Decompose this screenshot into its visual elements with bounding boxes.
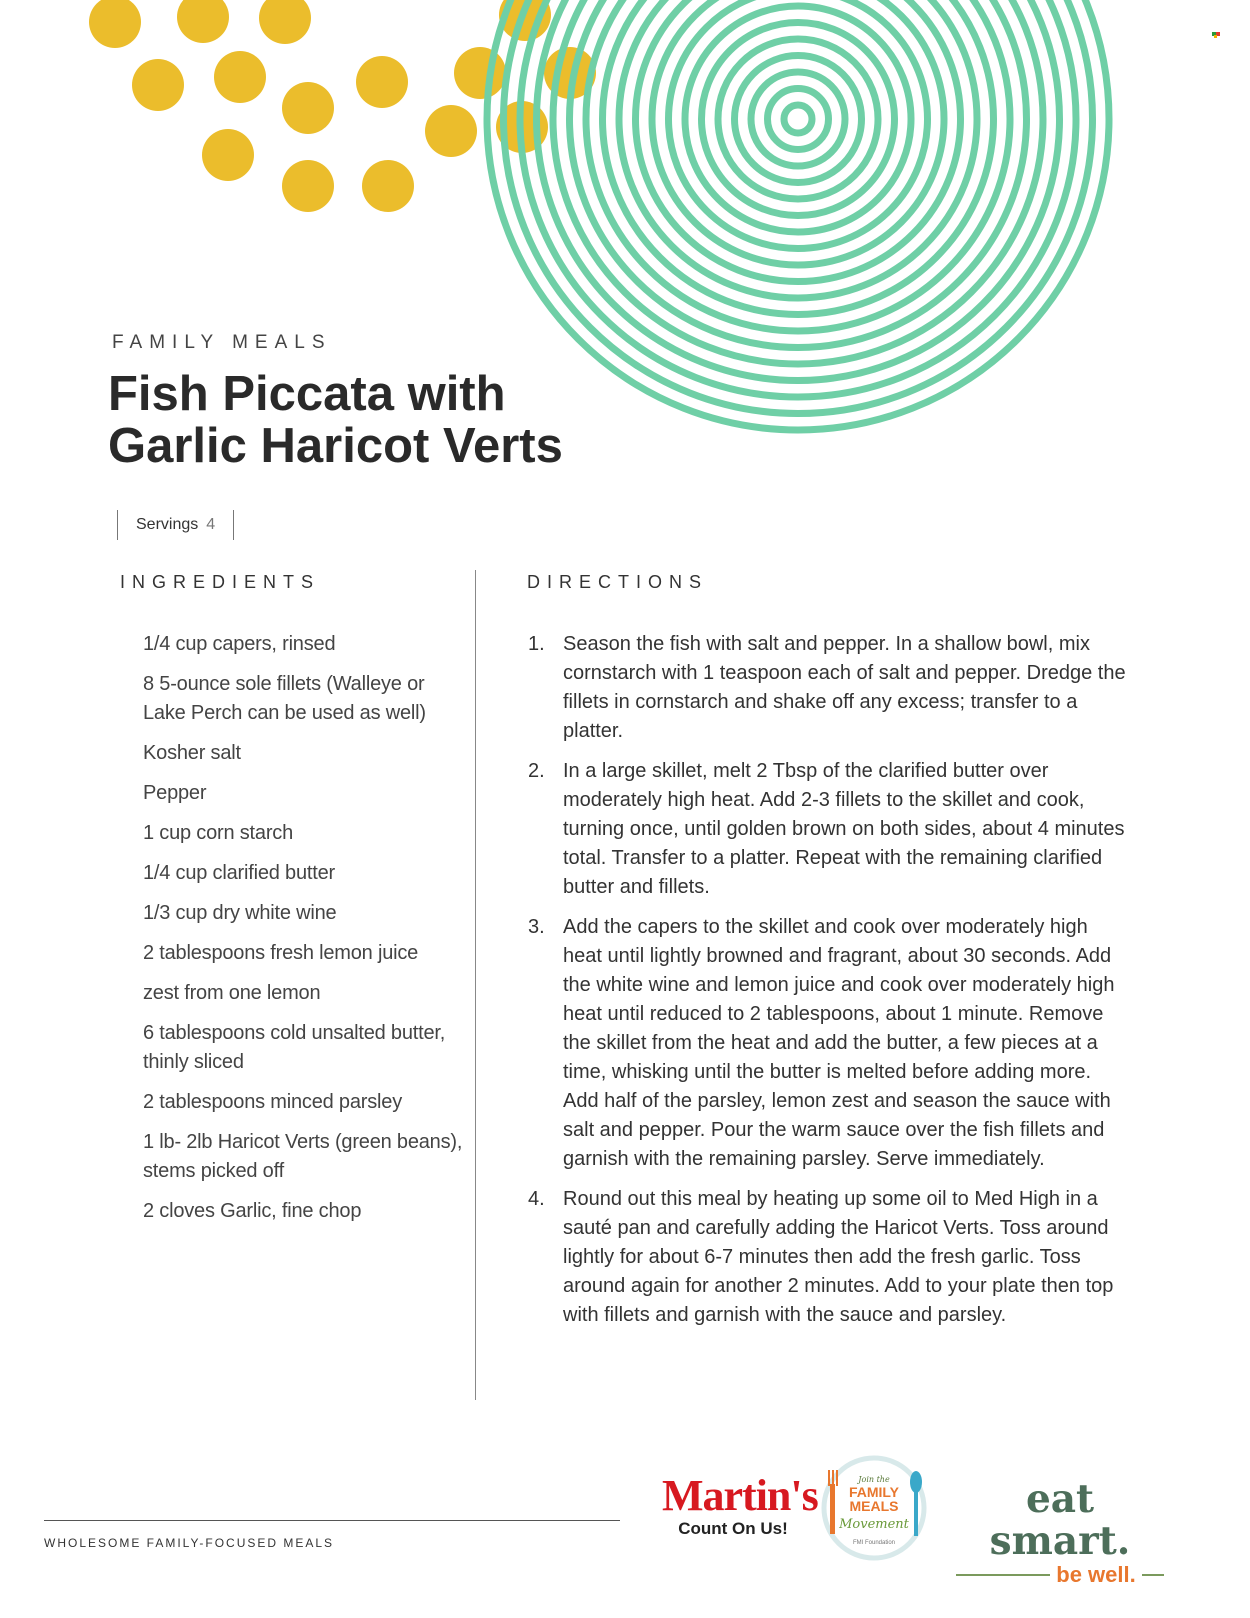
step-number: 2. xyxy=(528,760,545,782)
yellow-dot xyxy=(259,0,311,44)
step-number: 3. xyxy=(528,916,545,938)
flag-icon xyxy=(1212,30,1222,40)
martins-brand-text: Martin's xyxy=(662,1471,818,1520)
eat-smart-text: eat smart. xyxy=(989,1476,1131,1564)
be-well-text: be well. xyxy=(1056,1562,1136,1587)
yellow-dot xyxy=(282,160,334,212)
direction-step xyxy=(528,757,1128,902)
fmm-meals-text: MEALS xyxy=(849,1498,899,1514)
yellow-dot xyxy=(177,0,229,43)
step-number: 4. xyxy=(528,1188,545,1210)
step-number: 1. xyxy=(528,633,545,655)
footer-divider xyxy=(44,1520,620,1521)
ingredient-item: 2 cloves Garlic, fine chop xyxy=(143,1200,362,1222)
step-text: Season the fish with salt and pepper. In a shallow bowl, mix cornstarch with 1 teaspoon each of salt and pepper. Dredge the fillets in cornstarch and shake off any excess; transfer to a platter. xyxy=(563,633,1126,742)
eat-smart-logo xyxy=(950,1478,1170,1588)
ingredient-item: 1/3 cup dry white wine xyxy=(143,902,337,924)
yellow-dot xyxy=(214,51,266,103)
ingredient-item: zest from one lemon xyxy=(143,982,321,1004)
category-label: FAMILY MEALS xyxy=(112,332,332,353)
column-divider xyxy=(475,570,476,1400)
ingredient-item: 6 tablespoons cold unsalted butter, thinly sliced xyxy=(143,1022,446,1073)
direction-step xyxy=(528,630,1128,746)
servings-label: Servings xyxy=(136,516,199,533)
spiral-ring xyxy=(718,39,878,199)
directions-heading: DIRECTIONS xyxy=(527,572,709,592)
ingredient-item: 2 tablespoons fresh lemon juice xyxy=(143,942,419,964)
ingredient-item: 1 lb- 2lb Haricot Verts (green beans), stems picked off xyxy=(143,1131,463,1182)
fmm-join-text: Join the xyxy=(858,1475,890,1484)
fmm-foundation-text: FMI Foundation xyxy=(852,1540,896,1546)
fmm-movement-text: Movement xyxy=(839,1517,909,1532)
ingredient-item: Kosher salt xyxy=(143,742,241,764)
recipe-title xyxy=(108,368,728,472)
yellow-dot xyxy=(89,0,141,48)
yellow-dot xyxy=(202,129,254,181)
ingredients-list xyxy=(143,630,463,1237)
yellow-dot xyxy=(356,56,408,108)
directions-list xyxy=(528,630,1128,1341)
ingredient-item: Pepper xyxy=(143,782,207,804)
ingredient-item: 1/4 cup capers, rinsed xyxy=(143,633,336,655)
footer-tagline: WHOLESOME FAMILY-FOCUSED MEALS xyxy=(44,1536,335,1550)
martins-logo xyxy=(662,1471,818,1539)
yellow-dot xyxy=(362,160,414,212)
ingredient-item: 1/4 cup clarified butter xyxy=(143,862,335,884)
be-well-right-line xyxy=(1142,1574,1164,1576)
yellow-dot xyxy=(132,59,184,111)
step-text: Add the capers to the skillet and cook over moderately high heat until lightly browned and fragrant, about 30 seconds. Add the white wine and lemon juice and cook over moderately high heat until reduced to 2 tablespoons, about 1 minute. Remove the skillet from the heat and add the butter, a few pieces at a time, whisking until the butter is melted before adding more. Add half of the parsley, lemon zest and season the sauce with salt and pepper. Pour the warm sauce over the fish fillets and garnish with the remaining parsley. Serve immediately. xyxy=(563,916,1115,1170)
ingredient-item: 8 5-ounce sole fillets (Walleye or Lake Perch can be used as well) xyxy=(143,673,426,724)
martins-tagline: Count On Us! xyxy=(678,1519,788,1538)
recipe-title-line-2: Garlic Haricot Verts xyxy=(108,419,563,473)
servings-info xyxy=(117,510,234,540)
spiral-ring xyxy=(702,23,895,216)
recipe-title-line-1: Fish Piccata with xyxy=(108,367,506,421)
step-text: In a large skillet, melt 2 Tbsp of the clarified butter over moderately high heat. Add 2-3 fillets to the skillet and cook, turning once, until golden brown on both sides, about 4 minutes total. Transfer to a platter. Repeat with the remaining clarified butter and fillets. xyxy=(563,760,1125,898)
spiral-ring xyxy=(784,105,812,133)
servings-value: 4 xyxy=(206,516,216,533)
ingredient-item: 1 cup corn starch xyxy=(143,822,294,844)
step-text: Round out this meal by heating up some oil to Med High in a sauté pan and carefully adding the Haricot Verts. Toss around lightly for about 6-7 minutes then add the fresh garlic. Toss around again for another 2 minutes. Add to your plate then top with fillets and garnish with the sauce and parsley. xyxy=(563,1188,1114,1326)
direction-step xyxy=(528,1185,1128,1330)
ingredient-item: 2 tablespoons minced parsley xyxy=(143,1091,402,1113)
ingredients-heading: INGREDIENTS xyxy=(120,572,321,592)
be-well-left-line xyxy=(956,1574,1050,1576)
direction-step xyxy=(528,913,1128,1174)
be-well-row xyxy=(950,1562,1170,1588)
yellow-dot xyxy=(282,82,334,134)
fmm-family-text: FAMILY xyxy=(848,1484,900,1500)
spiral-ring xyxy=(768,89,829,150)
family-meals-movement-logo xyxy=(818,1452,930,1564)
